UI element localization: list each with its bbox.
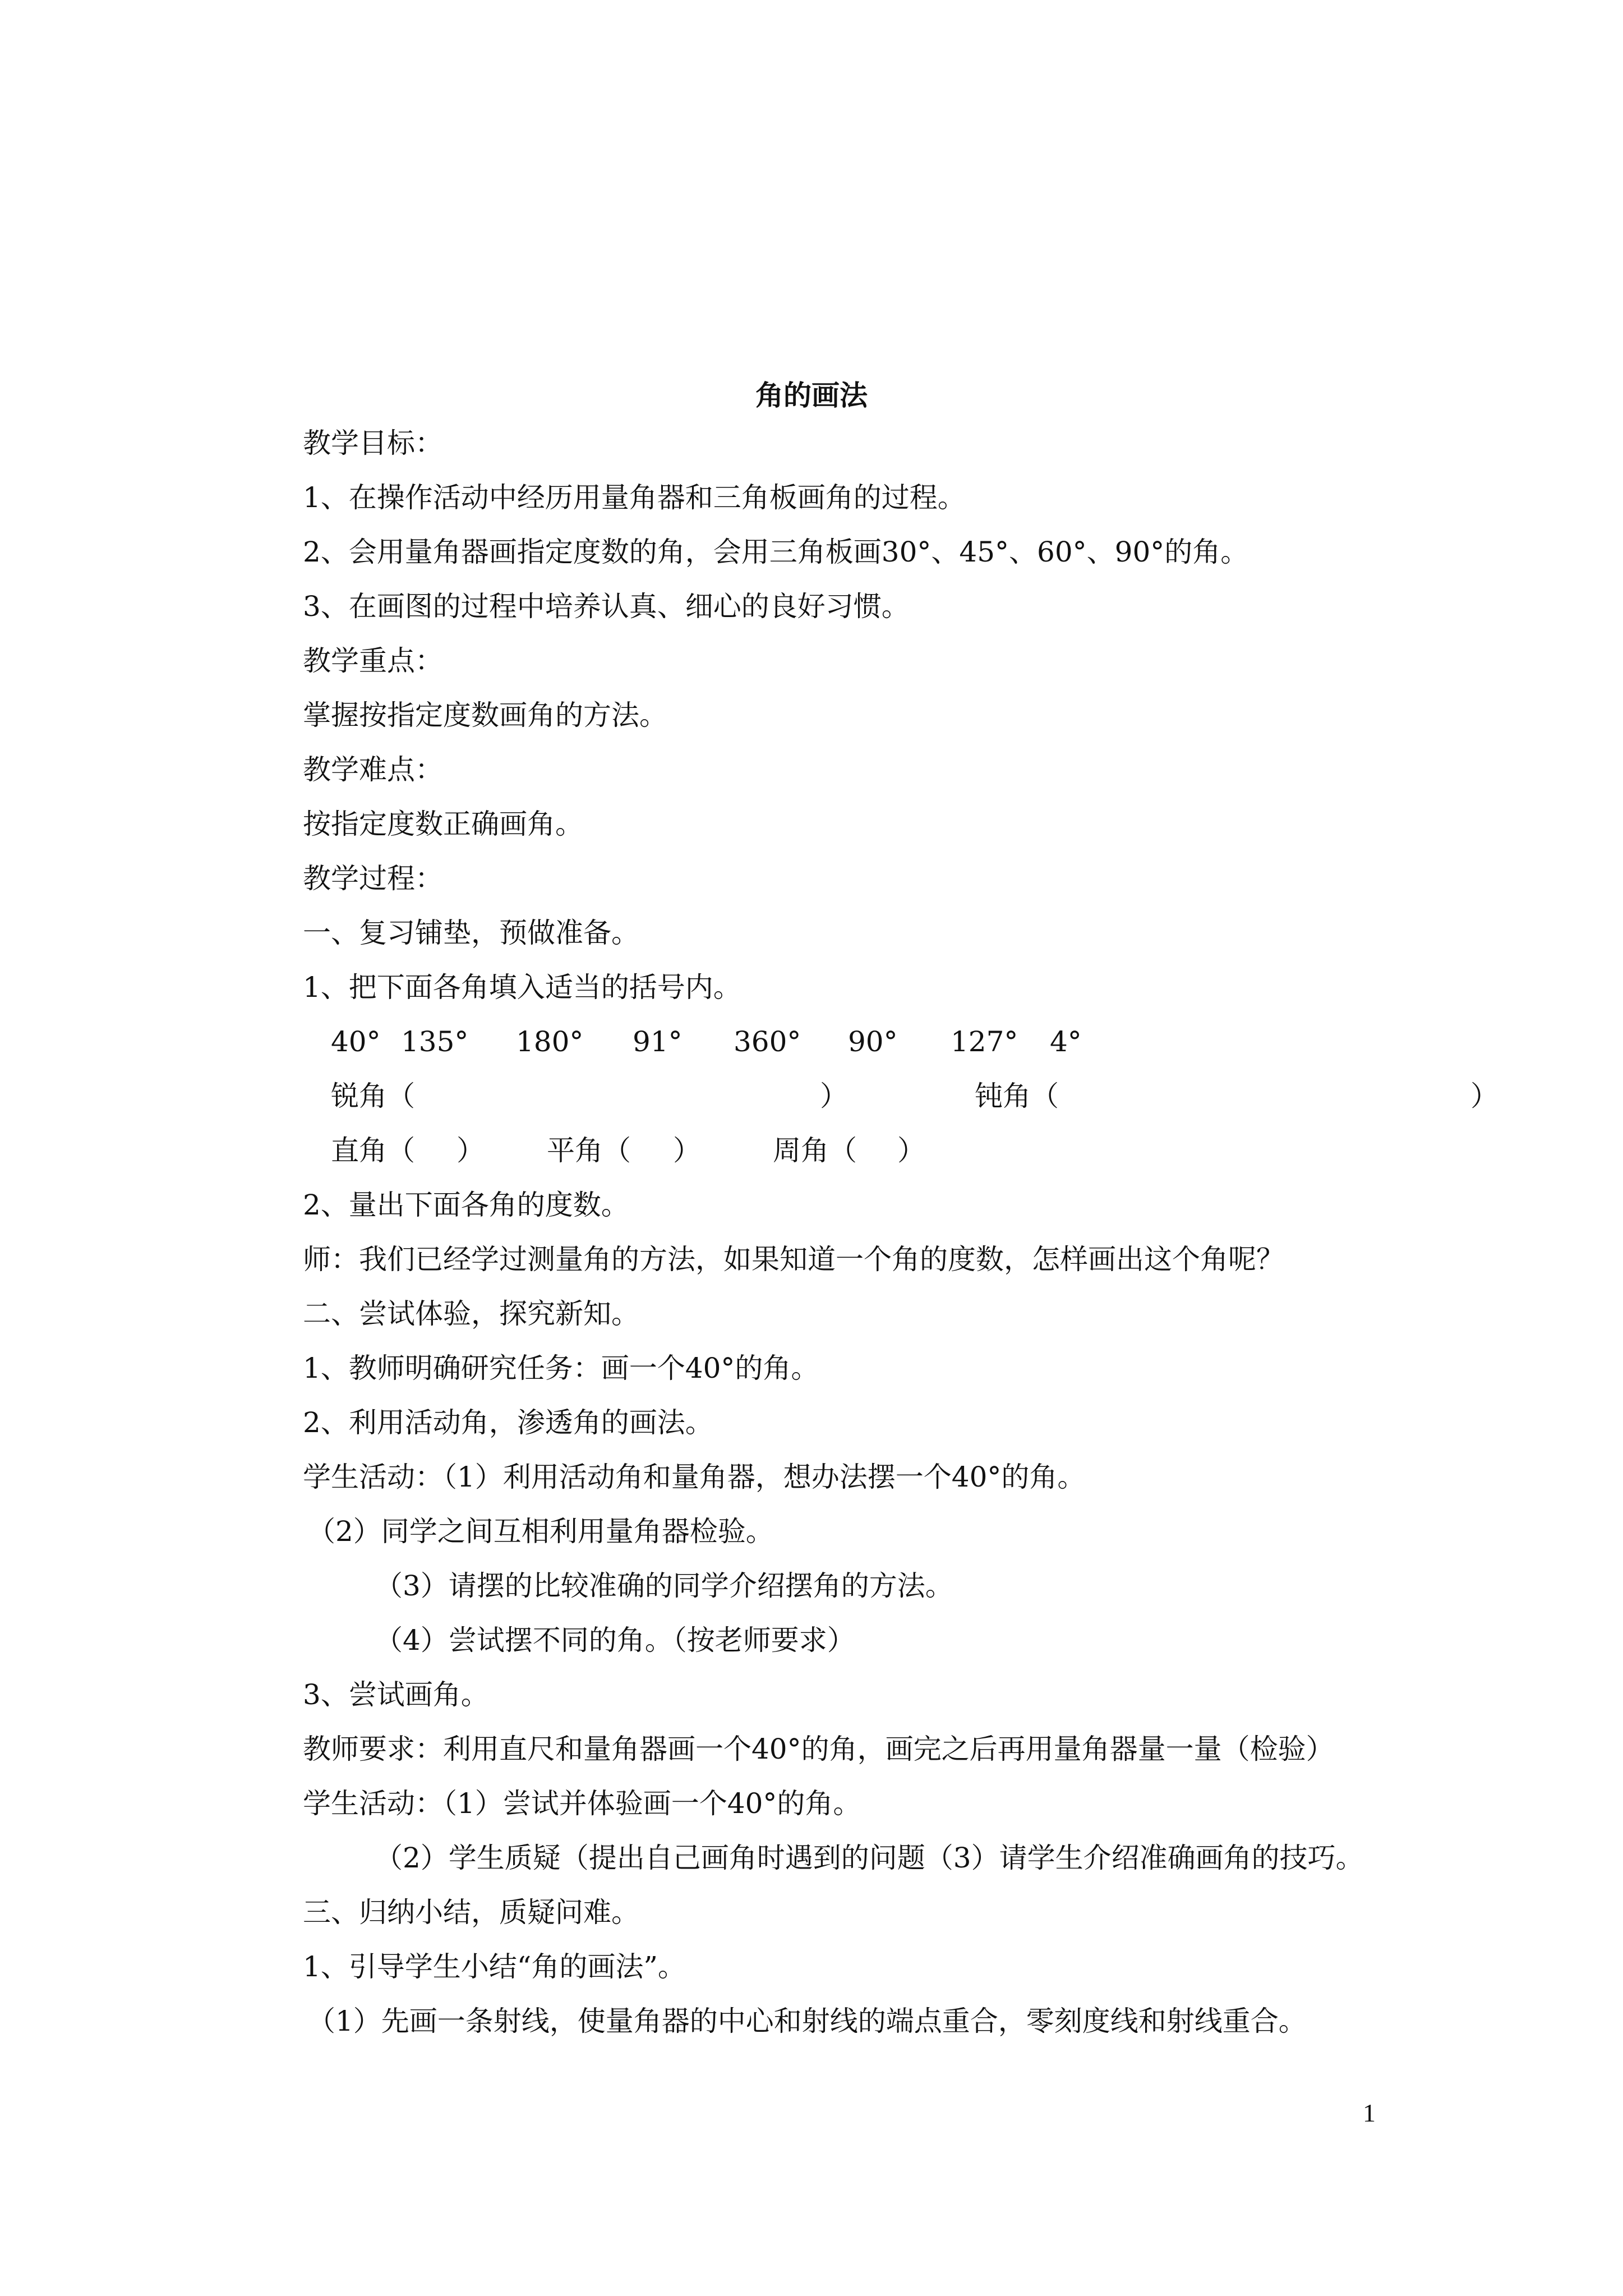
text-line-student-activity-2: （2）同学之间互相利用量角器检验。 bbox=[307, 1515, 774, 1548]
text-line-step-1: 1、教师明确研究任务：画一个40°的角。 bbox=[303, 1352, 819, 1384]
text-line-objective-1: 1、在操作活动中经历用量角器和三角板画角的过程。 bbox=[303, 481, 966, 514]
angle-value: 90° bbox=[848, 1025, 898, 1058]
straight-angle-label: 平角（ bbox=[547, 1134, 631, 1167]
angle-value: 360° bbox=[734, 1025, 801, 1058]
text-line-step-2: 2、利用活动角，渗透角的画法。 bbox=[303, 1406, 713, 1439]
angle-value: 4° bbox=[1050, 1025, 1082, 1058]
text-line-section-1: 一、复习铺垫，预做准备。 bbox=[303, 917, 639, 949]
document-title: 角的画法 bbox=[755, 379, 868, 412]
text-line-objectives-heading: 教学目标： bbox=[303, 427, 443, 459]
text-line-task-1: 1、把下面各角填入适当的括号内。 bbox=[303, 971, 741, 1004]
text-line-student-activity-4: （4）尝试摆不同的角。（按老师要求） bbox=[375, 1624, 855, 1657]
angle-value: 180° bbox=[516, 1025, 584, 1058]
text-line-student-activity-5: 学生活动：（1）尝试并体验画一个40°的角。 bbox=[303, 1787, 861, 1820]
text-line-student-activity-1: 学生活动：（1）利用活动角和量角器，想办法摆一个40°的角。 bbox=[303, 1461, 1086, 1493]
obtuse-angle-label: 钝角（ bbox=[975, 1080, 1059, 1112]
text-line-key-points-heading: 教学重点： bbox=[303, 645, 443, 677]
angle-value: 40° bbox=[331, 1025, 381, 1058]
text-line-objective-2: 2、会用量角器画指定度数的角，会用三角板画30°、45°、60°、90°的角。 bbox=[303, 536, 1249, 568]
acute-angle-close: ） bbox=[820, 1080, 848, 1112]
right-angle-label: 直角（ bbox=[331, 1134, 415, 1167]
text-line-teacher-question: 师：我们已经学过测量角的方法，如果知道一个角的度数，怎样画出这个角呢？ bbox=[303, 1243, 1284, 1276]
text-line-summary-step-1: （1）先画一条射线，使量角器的中心和射线的端点重合，零刻度线和射线重合。 bbox=[307, 2005, 1307, 2037]
text-line-section-3: 三、归纳小结，质疑问难。 bbox=[303, 1896, 639, 1929]
text-line-student-activity-3: （3）请摆的比较准确的同学介绍摆角的方法。 bbox=[375, 1570, 953, 1602]
text-line-process-heading: 教学过程： bbox=[303, 862, 443, 895]
straight-angle-close: ） bbox=[673, 1134, 701, 1167]
text-line-student-activity-6: （2）学生质疑（提出自己画角时遇到的问题（3）请学生介绍准确画角的技巧。 bbox=[375, 1842, 1364, 1874]
right-angle-close: ） bbox=[457, 1134, 485, 1167]
text-line-task-2: 2、量出下面各角的度数。 bbox=[303, 1189, 629, 1221]
text-line-key-point: 掌握按指定度数画角的方法。 bbox=[303, 699, 667, 731]
text-line-step-3: 3、尝试画角。 bbox=[303, 1678, 489, 1711]
angle-value: 135° bbox=[401, 1025, 469, 1058]
angle-value: 127° bbox=[951, 1025, 1018, 1058]
text-line-summary-1: 1、引导学生小结“角的画法”。 bbox=[303, 1950, 686, 1983]
text-line-difficulty-heading: 教学难点： bbox=[303, 753, 443, 786]
text-line-objective-3: 3、在画图的过程中培养认真、细心的良好习惯。 bbox=[303, 590, 910, 623]
acute-angle-label: 锐角（ bbox=[331, 1080, 415, 1112]
obtuse-angle-close: ） bbox=[1470, 1080, 1498, 1112]
angle-value: 91° bbox=[633, 1025, 683, 1058]
page-number: 1 bbox=[1363, 2099, 1376, 2127]
full-angle-close: ） bbox=[897, 1134, 925, 1167]
text-line-teacher-requirement: 教师要求：利用直尺和量角器画一个40°的角，画完之后再用量角器量一量（检验） bbox=[303, 1733, 1334, 1765]
full-angle-label: 周角（ bbox=[773, 1134, 857, 1167]
text-line-difficulty: 按指定度数正确画角。 bbox=[303, 808, 583, 840]
text-line-section-2: 二、尝试体验，探究新知。 bbox=[303, 1297, 639, 1330]
